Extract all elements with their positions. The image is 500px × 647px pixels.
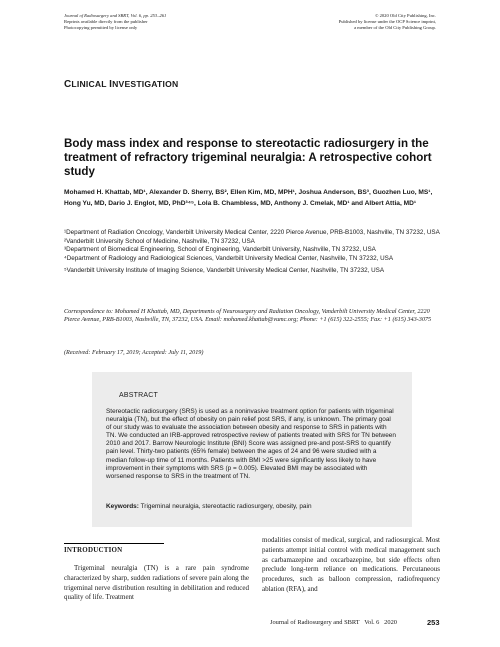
correspondence: Correspondence to: Mohamed H Khattab, MD, Departments of Neurosurgery and Radiation Oncology, Vanderbilt University Medical Center, 2220 Pierce Avenue, PRB-B1003, Nashville, TN, 37232, USA. Email: mohamed.khattab@vumc.org; Phone: +1 (615) 322-2555; Fax: +1 (615) 343-3075 xyxy=(64,308,432,324)
license-line: Published by license under the OCP Science imprint, xyxy=(338,19,436,24)
received-dates: (Received: February 17, 2019; Accepted: July 11, 2019) xyxy=(64,349,204,356)
affiliation-4: ⁴Department of Radiology and Radiological Sciences, Vanderbilt University Medical Center, Nashville, TN 37232, USA xyxy=(64,254,394,262)
article-type-label: CLINICAL INVESTIGATION xyxy=(64,79,179,90)
author-list: Mohamed H. Khattab, MD¹, Alexander D. Sherry, BS², Ellen Kim, MD, MPH¹, Joshua Anderson, BS³, Guozhen Luo, MS¹, Hong Yu, MD, Dario J. Englot, MD, PhD³⁴⁵, Lola B. Chambless, MD, Anthony J. Cmelak, MD¹ and Albert Attia, MD¹ xyxy=(64,189,433,207)
affiliation-2: ²Vanderbilt University School of Medicine, Nashville, TN 37232, USA xyxy=(64,237,255,245)
keywords-label: Keywords: xyxy=(106,503,139,510)
affiliation-1: ¹Department of Radiation Oncology, Vanderbilt University Medical Center, 2220 Pierce Avenue, PRB-B1003, Nashville, TN 37232, USA xyxy=(64,229,440,236)
intro-paragraph-left: Trigeminal neuralgia (TN) is a rare pain syndrome characterized by sharp, sudden radiations of severe pain along the trigeminal nerve distribution resulting in debilitation and reduced quality of life. Treatment xyxy=(64,564,249,602)
copyright-line: © 2020 Old City Publishing, Inc. xyxy=(374,13,436,18)
journal-citation: Journal of Radiosurgery and SBRT, Vol. 6, pp. 253–261 xyxy=(64,13,167,18)
section-rule xyxy=(64,543,164,544)
intro-paragraph-right: modalities consist of medical, surgical, and radiosurgical. Most patients attempt initial control with medical management such as carbamazepine and oxcarbazepine, but side effects often preclude long-term reliance on medications. Percutaneous procedures, such as balloon compression, radiofrequency ablation (RFA), and xyxy=(262,536,440,593)
reprints-note: Reprints available directly from the publisher xyxy=(64,19,148,24)
abstract-text: Stereotactic radiosurgery (SRS) is used as a noninvasive treatment option for patients with trigeminal neuralgia (TN), but the effect of obesity on pain relief post SRS, if any, is unknown. The primary goal of our study was to evaluate the association between obesity and response to SRS in patients with TN. We conducted an IRB-approved retrospective review of patients treated with SRS for TN between 2010 and 2017. Barrow Neurologic Institute (BNI) Score was assigned pre-and post-SRS to quantify pain level. Thirty-two patients (65% female) between the ages of 24 and 96 were studied with a median follow-up time of 11 months. Patients with BMI >25 were significantly less likely to have improvement in their symptoms with SRS (p = 0.005). Elevated BMI may be associated with worsened response to SRS in the treatment of TN. xyxy=(106,408,396,480)
introduction-heading: INTRODUCTION xyxy=(64,546,123,554)
running-header-right xyxy=(236,13,436,31)
page-number: 253 xyxy=(427,618,440,627)
affiliation-3: ³Department of Biomedical Engineering, School of Engineering, Vanderbilt University, Nashville, TN 37232, USA xyxy=(64,246,376,254)
keywords-list: Trigeminal neuralgia, stereotactic radiosurgery, obesity, pain xyxy=(140,503,312,510)
footer-journal: Journal of Radiosurgery and SBRT Vol. 6 2020 xyxy=(270,619,397,626)
affiliations xyxy=(64,229,449,276)
abstract-heading: ABSTRACT xyxy=(119,392,158,399)
article-title: Body mass index and response to stereotactic radiosurgery in the treatment of refractory trigeminal neuralgia: A retrospective cohort study xyxy=(64,137,432,178)
body-column-right xyxy=(262,536,440,595)
affiliation-5: ⁵Vanderbilt University Institute of Imaging Science, Vanderbilt University Medical Center, Nashville, TN 37232, USA xyxy=(64,267,385,275)
keywords xyxy=(106,503,396,510)
abstract-box xyxy=(92,372,412,527)
body-column-left xyxy=(64,564,249,603)
running-header-left xyxy=(64,13,264,31)
photocopy-note: Photocopying permitted by license only xyxy=(64,25,138,30)
publisher-group-line: a member of the Old City Publishing Group. xyxy=(354,25,436,30)
